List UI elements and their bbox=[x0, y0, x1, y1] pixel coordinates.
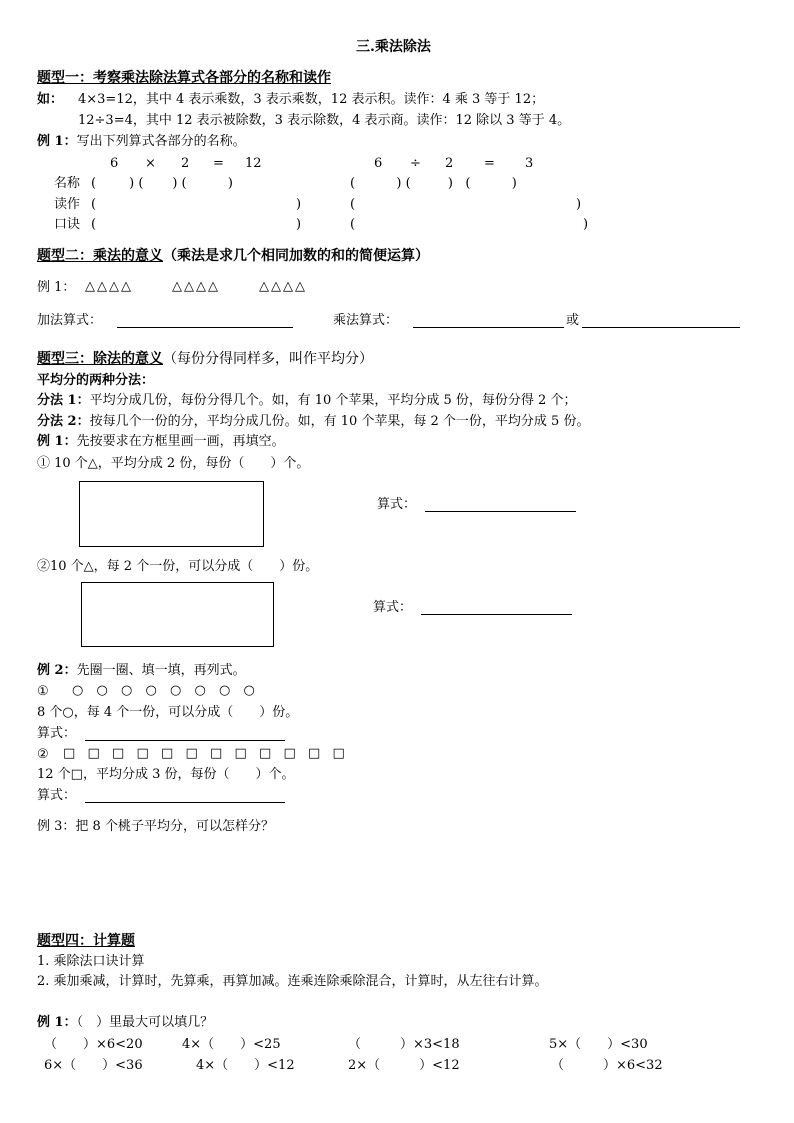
method-2-label: 分法 2： bbox=[37, 414, 90, 429]
t1-example-1-label: 例 1： bbox=[37, 134, 77, 149]
mult-term-1: 6 bbox=[110, 156, 119, 171]
div-equals: = bbox=[484, 156, 495, 171]
t3-example-2 bbox=[37, 664, 246, 677]
page-title: 三.乘法除法 bbox=[356, 39, 431, 55]
square-item: □ bbox=[87, 746, 100, 761]
row-names-label: 名称 bbox=[54, 176, 81, 191]
section-1-topic: 考察乘法除法算式各部分的名称和读作 bbox=[93, 70, 331, 86]
read-open-mult: ( bbox=[91, 197, 97, 212]
add-formula-label: 加法算式： bbox=[37, 313, 103, 328]
formula-blank-circle[interactable] bbox=[85, 740, 285, 741]
section-2-topic: 乘法的意义 bbox=[93, 248, 163, 264]
t3-example-1 bbox=[37, 435, 285, 448]
mult-equals: = bbox=[213, 156, 224, 171]
section-3-topic: 除法的意义 bbox=[93, 351, 163, 367]
verse-open-div: ( bbox=[350, 217, 356, 232]
section-4-topic: 计算题 bbox=[93, 933, 135, 949]
section-3-label: 题型三： bbox=[37, 351, 93, 367]
triangle-group-3: △△△△ bbox=[259, 279, 307, 294]
circle-item: ○ bbox=[194, 683, 206, 698]
circle-item: ○ bbox=[219, 683, 231, 698]
add-formula-blank[interactable] bbox=[117, 327, 293, 328]
t2-example-1-label: 例 1： bbox=[37, 280, 76, 295]
read-close-mult: ) bbox=[296, 197, 302, 212]
square-item: □ bbox=[308, 746, 321, 761]
square-item: □ bbox=[112, 746, 125, 761]
mul-formula-label: 乘法算式： bbox=[333, 313, 399, 328]
drawing-box-2[interactable] bbox=[81, 582, 274, 647]
t3-example-1-label: 例 1： bbox=[37, 434, 77, 449]
inequality-1-1: （ ）×6<20 bbox=[44, 1037, 143, 1052]
example-3: 例 3：把 8 个桃子平均分，可以怎样分？ bbox=[37, 819, 274, 834]
circle-item: ○ bbox=[170, 683, 182, 698]
square-item: □ bbox=[234, 746, 247, 761]
div-term-1: 6 bbox=[374, 156, 383, 171]
formula-label-circle: 算式： bbox=[37, 726, 77, 741]
verse-close-div: ) bbox=[583, 217, 589, 232]
t3-example-2-label: 例 2： bbox=[37, 663, 77, 678]
question-2: ②10 个△，每 2 个一份，可以分成（ ）份。 bbox=[37, 559, 319, 574]
circle-marker: ① bbox=[37, 684, 49, 699]
square-item: □ bbox=[185, 746, 198, 761]
section-1-label: 题型一： bbox=[37, 70, 93, 86]
row-verse-label: 口诀 bbox=[54, 217, 81, 232]
formula-label-square: 算式： bbox=[37, 788, 77, 803]
t1-example-1-text: 写出下列算式各部分的名称。 bbox=[76, 134, 246, 149]
section-4-label: 题型四： bbox=[37, 933, 93, 949]
inequality-1-3: （ ）×3<18 bbox=[348, 1037, 460, 1052]
t4-example-1 bbox=[37, 1016, 213, 1029]
section-3-heading bbox=[37, 352, 373, 366]
formula-blank-q1[interactable] bbox=[425, 511, 576, 512]
method-2 bbox=[37, 415, 589, 428]
mult-result: 12 bbox=[245, 156, 262, 171]
section-3-note: （每份分得同样多，叫作平均分） bbox=[163, 351, 373, 367]
inequality-2-1: 6×（ ）<36 bbox=[44, 1058, 143, 1073]
example-prefix: 如： bbox=[37, 92, 64, 107]
circle-question: 8 个○，每 4 个一份，可以分成（ ）份。 bbox=[37, 705, 299, 720]
circle-item: ○ bbox=[145, 683, 157, 698]
question-1: ① 10 个△，平均分成 2 份，每份（ ）个。 bbox=[37, 456, 310, 471]
square-marker: ② bbox=[37, 747, 49, 762]
circle-item: ○ bbox=[243, 683, 255, 698]
inequality-2-3: 2×（ ）<12 bbox=[348, 1058, 460, 1073]
formula-label-q2: 算式： bbox=[373, 600, 413, 615]
name-blanks-div: ( ) ( ) ( ) bbox=[350, 176, 517, 191]
read-close-div: ) bbox=[576, 197, 582, 212]
method-1-text: 平均分成几份，每份分得几个。如，有 10 个苹果，平均分成 5 份，每份分得 2 个； bbox=[89, 393, 577, 408]
square-item: □ bbox=[63, 746, 76, 761]
formula-label-q1: 算式： bbox=[377, 497, 417, 512]
drawing-box-1[interactable] bbox=[79, 481, 264, 547]
div-sign: ÷ bbox=[410, 156, 421, 171]
circle-item: ○ bbox=[96, 683, 108, 698]
triangle-group-2: △△△△ bbox=[172, 279, 220, 294]
mult-term-2: 2 bbox=[181, 156, 190, 171]
section-2-note: （乘法是求几个相同加数的和的简便运算） bbox=[163, 248, 429, 264]
t1-example-1 bbox=[37, 135, 246, 148]
formula-blank-square[interactable] bbox=[85, 802, 285, 803]
method-2-text: 按每几个一份的分，平均分成几份。如，有 10 个苹果，每 2 个一份，平均分成 5 份。 bbox=[89, 414, 590, 429]
square-item: □ bbox=[210, 746, 223, 761]
div-result: 3 bbox=[525, 156, 534, 171]
inequality-2-4: （ ）×6<32 bbox=[551, 1058, 663, 1073]
triangle-group-1: △△△△ bbox=[85, 279, 133, 294]
read-open-div: ( bbox=[350, 197, 356, 212]
circle-item: ○ bbox=[121, 683, 133, 698]
formula-blank-q2[interactable] bbox=[421, 614, 572, 615]
verse-open-mult: ( bbox=[91, 217, 97, 232]
rule-2: 2. 乘加乘减，计算时，先算乘，再算加减。连乘连除乘除混合，计算时，从左往右计算。 bbox=[37, 974, 548, 989]
rule-1: 1. 乘除法口诀计算 bbox=[37, 954, 145, 969]
inequality-1-4: 5×（ ）<30 bbox=[549, 1037, 648, 1052]
square-item: □ bbox=[332, 746, 345, 761]
method-1 bbox=[37, 394, 576, 407]
section-2-label: 题型二： bbox=[37, 248, 93, 264]
verse-close-mult: ) bbox=[296, 217, 302, 232]
square-question: 12 个□，平均分成 3 份，每份（ ）个。 bbox=[37, 767, 295, 782]
square-item: □ bbox=[136, 746, 149, 761]
section-1-heading bbox=[37, 71, 331, 85]
mult-sign: × bbox=[145, 156, 156, 171]
example-line-2: 12÷3=4，其中 12 表示被除数，3 表示除数，4 表示商。读作：12 除以 3 等于 4。 bbox=[78, 113, 571, 128]
or-label: 或 bbox=[566, 313, 580, 328]
section-2-heading bbox=[37, 249, 429, 263]
method-1-label: 分法 1： bbox=[37, 393, 90, 408]
square-item: □ bbox=[161, 746, 174, 761]
square-item: □ bbox=[259, 746, 272, 761]
circle-item: ○ bbox=[72, 683, 84, 698]
mul-formula-blank-1[interactable] bbox=[413, 327, 564, 328]
t3-example-2-text: 先圈一圈、填一填，再列式。 bbox=[76, 663, 246, 678]
div-term-2: 2 bbox=[445, 156, 454, 171]
inequality-1-2: 4×（ ）<25 bbox=[182, 1037, 281, 1052]
inequality-2-2: 4×（ ）<12 bbox=[196, 1058, 295, 1073]
t3-example-1-text: 先按要求在方框里画一画，再填空。 bbox=[76, 434, 285, 449]
t4-example-1-label: 例 1： bbox=[37, 1015, 77, 1030]
example-line-1: 4×3=12，其中 4 表示乘数，3 表示乘数，12 表示积。读作：4 乘 3 等于 12； bbox=[78, 92, 545, 107]
square-item: □ bbox=[283, 746, 296, 761]
row-read-label: 读作 bbox=[54, 197, 81, 212]
two-methods-title: 平均分的两种分法： bbox=[37, 373, 155, 388]
name-blanks-mult: ( ) ( ) ( ) bbox=[91, 176, 234, 191]
section-4-heading bbox=[37, 934, 135, 948]
t4-example-1-text: （ ）里最大可以填几？ bbox=[76, 1015, 214, 1030]
mul-formula-blank-2[interactable] bbox=[582, 327, 740, 328]
